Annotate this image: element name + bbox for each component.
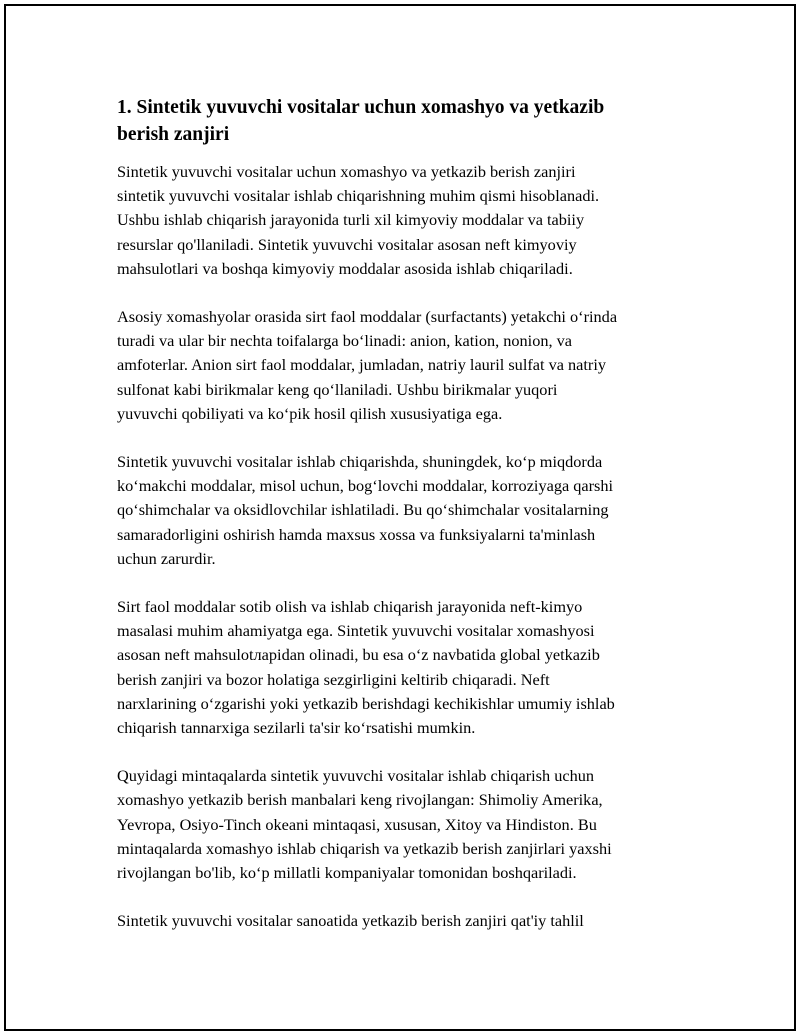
text-line: Sirt faol moddalar sotib olish va ishlab chiqarish jarayonida neft-kimyo — [117, 597, 583, 617]
paragraph-supply-chain-analysis — [117, 909, 697, 933]
text-line: Sintetik yuvuvchi vositalar sanoatida yetkazib berish zanjiri qat'iy tahlil — [117, 911, 584, 931]
text-line: Asosiy xomashyolar orasida sirt faol moddalar (surfactants) yetakchi o‘rinda — [117, 307, 618, 327]
heading-line: berish zanjiri — [117, 124, 230, 145]
text-line: rivojlangan bo'lib, ko‘p millatli kompaniyalar tomonidan boshqariladi. — [117, 863, 577, 883]
text-line: amfoterlar. Anion sirt faol moddalar, jumladan, natriy lauril sulfat va natriy — [117, 355, 607, 375]
document-body — [117, 94, 697, 957]
text-line: mahsulotlari va boshqa kimyoviy moddalar asosida ishlab chiqariladi. — [117, 258, 573, 278]
text-line: turadi va ular bir nechta toifalarga bo‘linadi: anion, kation, nonion, va — [117, 331, 572, 351]
text-line: qo‘shimchalar va oksidlovchilar ishlatiladi. Bu qo‘shimchalar vositalarning — [117, 500, 609, 520]
text-line: berish zanjiri va bozor holatiga sezgirligini keltirib chiqaradi. Neft — [117, 669, 550, 689]
section-heading — [117, 94, 697, 148]
paragraph-petrochemical — [117, 595, 697, 740]
text-line: samaradorligini oshirish hamda maxsus xossa va funksiyalarni ta'minlash — [117, 524, 596, 544]
heading-line: 1. Sintetik yuvuvchi vositalar uchun xomashyo va yetkazib — [117, 97, 605, 118]
text-line: narxlarining o‘zgarishi yoki yetkazib berishdagi kechikishlar umumiy ishlab — [117, 693, 615, 713]
text-line: resurslar qo'llaniladi. Sintetik yuvuvchi vositalar asosan neft kimyoviy — [117, 234, 577, 254]
text-line: chiqarish tannarxiga sezilarli ta'sir ko‘rsatishi mumkin. — [117, 718, 476, 738]
text-line: Ushbu ishlab chiqarish jarayonida turli xil kimyoviy moddalar va tabiiy — [117, 210, 585, 230]
text-line: sulfonat kabi birikmalar keng qo‘llaniladi. Ushbu birikmalar yuqori — [117, 379, 558, 399]
text-line: asosan neft mahsulotлаpidan olinadi, bu esa o‘z navbatida global yetkazib — [117, 645, 600, 665]
text-line: Quyidagi mintaqalarda sintetik yuvuvchi vositalar ishlab chiqarish uchun — [117, 766, 595, 786]
text-line: yuvuvchi qobiliyati va ko‘pik hosil qilish xususiyatiga ega. — [117, 403, 503, 423]
text-line: Yevropa, Osiyo-Tinch okeani mintaqasi, xususan, Xitoy va Hindiston. Bu — [117, 814, 597, 834]
text-line: sintetik yuvuvchi vositalar ishlab chiqarishning muhim qismi hisoblanadi. — [117, 186, 600, 206]
paragraph-auxiliary-substances — [117, 450, 697, 571]
text-line: Sintetik yuvuvchi vositalar ishlab chiqarishda, shuningdek, ko‘p miqdorda — [117, 452, 603, 472]
paragraph-surfactants — [117, 305, 697, 426]
text-line: mintaqalarda xomashyo ishlab chiqarish va yetkazib berish zanjirlari yaxshi — [117, 838, 612, 858]
text-line: ko‘makchi moddalar, misol uchun, bog‘lovchi moddalar, korroziyaga qarshi — [117, 476, 614, 496]
text-line: xomashyo yetkazib berish manbalari keng rivojlangan: Shimoliy Amerika, — [117, 790, 603, 810]
text-line: uchun zarurdir. — [117, 548, 216, 568]
paragraph-regions — [117, 764, 697, 885]
text-line: Sintetik yuvuvchi vositalar uchun xomashyo va yetkazib berish zanjiri — [117, 162, 576, 181]
paragraph-intro — [117, 160, 697, 281]
text-line: masalasi muhim ahamiyatga ega. Sintetik yuvuvchi vositalar xomashyosi — [117, 621, 595, 641]
